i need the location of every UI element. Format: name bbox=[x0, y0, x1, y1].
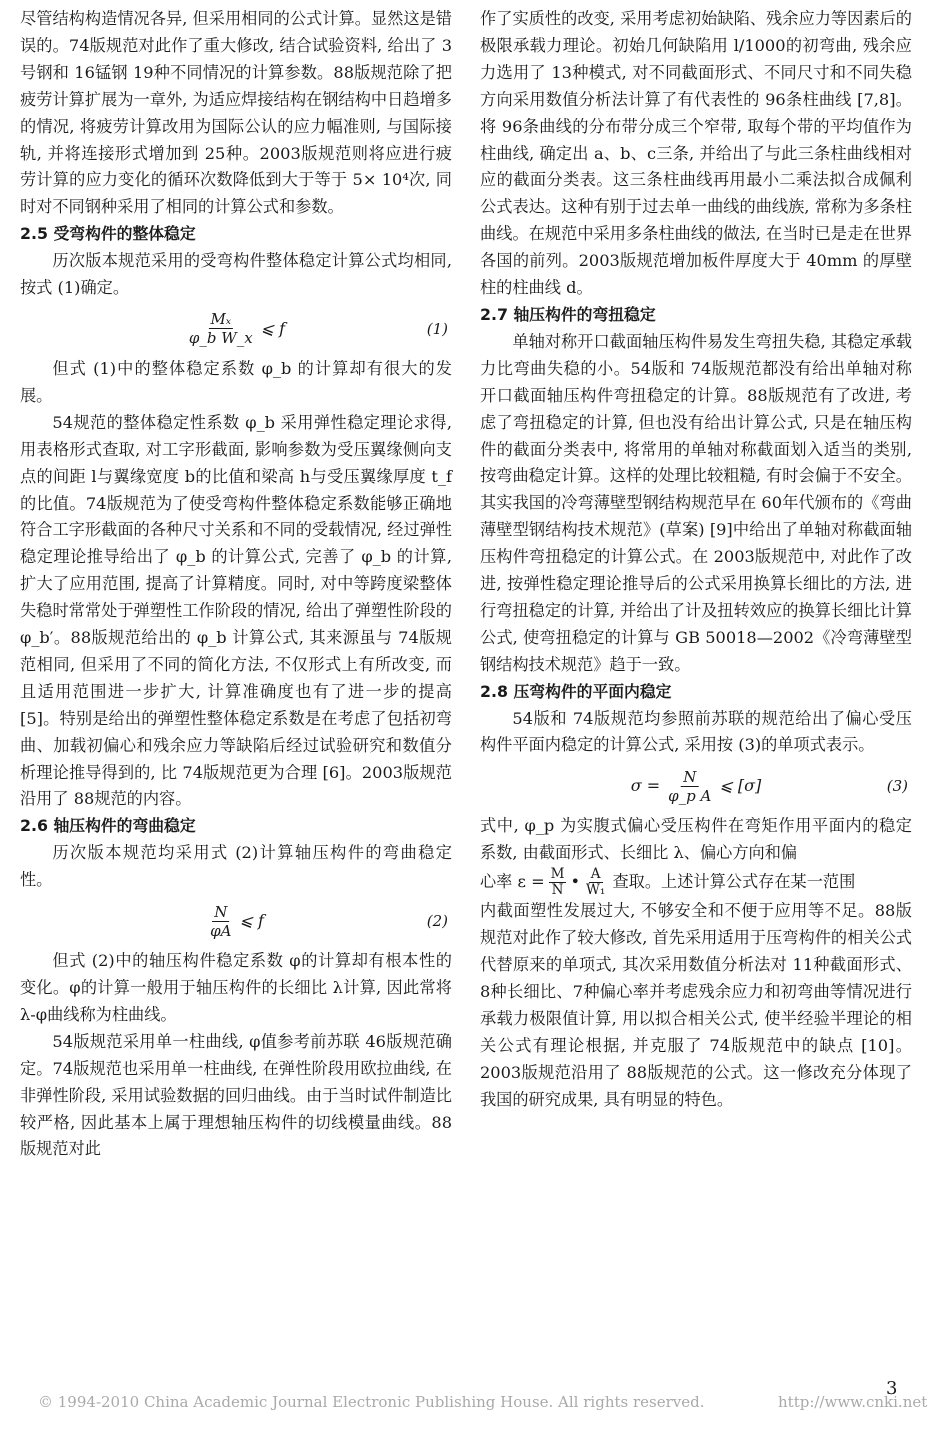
paragraph: 尽管结构构造情况各异, 但采用相同的公式计算。显然这是错误的。74版规范对此作了重大修改, 结合试验资料, 给出了 3号钢和 16锰钢 19种不同情况的计算参数。88版规范除了把疲劳计算扩展为一章外, 为适应焊接结构在钢结构中日趋增多的情况, 将疲劳计算改用为国际公认的应力幅准则, 与国际接轨, 并将连接形式增加到 25种。2003版规范则将应进行疲劳计算的应力变化的循环次数降低到大于等于 5× 10⁴次, 同时对不同钢种采用了相同的计算公式和参数。 bbox=[20, 9, 452, 217]
section-heading-2-6: 2.6 轴压构件的弯曲稳定 bbox=[20, 816, 196, 836]
footer bbox=[38, 1393, 938, 1411]
lhs: σ = bbox=[630, 775, 661, 795]
fraction: $\frac{N}{\text{φ\_p A}}$ bbox=[668, 767, 712, 805]
paragraph: 54版和 74版规范均参照前苏联的规范给出了偏心受压构件平面内稳定的计算公式, 采用按 (3)的单项式表示。 bbox=[480, 708, 912, 755]
fraction: $\frac{N}{\varphi A}$ bbox=[210, 902, 232, 940]
equation-number: (2) bbox=[426, 911, 448, 930]
equation-number: (3) bbox=[886, 776, 908, 795]
relation: ⩽ f bbox=[239, 910, 264, 930]
paragraph: 式中, φ_p 为实腹式偏心受压构件在弯矩作用平面内的稳定系数, 由截面形式、长细比 λ、偏心方向和偏 bbox=[480, 816, 912, 863]
paragraph: 但式 (1)中的整体稳定系数 φ_b 的计算却有很大的发展。 bbox=[20, 358, 452, 405]
fraction: $\frac{\text{Mₓ}}{\text{φ\_b W\_x}}$ bbox=[188, 310, 253, 348]
fraction: $\frac{A}{\text{W₁}}$ bbox=[586, 866, 606, 899]
paragraph: 历次版本规范采用的受弯构件整体稳定计算公式均相同, 按式 (1)确定。 bbox=[20, 251, 452, 298]
left-column bbox=[20, 6, 452, 1163]
paragraph: 单轴对称开口截面轴压构件易发生弯扭失稳, 其稳定承载力比弯曲失稳的小。54版和 74版规范都没有给出单轴对称开口截面轴压构件弯扭稳定的计算。88版规范有了改进, 考虑了弯扭稳定的计算, 但也没有给出计算公式, 只是在轴压构件的截面分类表中, 将常用的单轴对称截面划入适当的类别, 按弯曲稳定计算。这样的处理比较粗糙, 有时会偏于不安全。其实我国的冷弯薄壁型钢结构规范早在 60年代颁布的《弯曲薄壁型钢结构技术规范》(草案) [9]中给出了单轴对称截面轴压构件弯扭稳定的计算公式。在 2003版规范中, 对此作了改进, 按弹性稳定理论推导后的公式采用换算长细比的方法, 进行弯扭稳定的计算, 并给出了计及扭转效应的换算长细比计算公式, 使弯扭稳定的计算与 GB 50018—2002《冷弯薄壁型钢结构技术规范》趋于一致。 bbox=[480, 331, 912, 674]
equation-number: (1) bbox=[426, 319, 448, 338]
right-column bbox=[480, 6, 912, 1113]
paragraph: 54规范的整体稳定性系数 φ_b 采用弹性稳定理论求得, 用表格形式查取, 对工字形截面, 影响参数为受压翼缘侧向支点的间距 l与翼缘宽度 b的比值和梁高 h与受压翼缘厚度 t_f的比值。74版规范为了使受弯构件整体稳定系数能够正确地符合工字形截面的各种尺寸关系和不同的受载情况, 经过弹性稳定理论推导给出了 φ_b 的计算公式, 完善了 φ_b 的计算, 扩大了应用范围, 提高了计算精度。同时, 对中等跨度梁整体失稳时常常处于弹塑性工作阶段的情况, 给出了弹塑性阶段的 φ_b′。88版规范给出的 φ_b 计算公式, 其来源虽与 74版规范相同, 但采用了不同的简化方法, 不仅形式上有所改变, 而且适用范围进一步扩大, 计算准确度也有了进一步的提高 [5]。特别是给出的弹塑性整体稳定系数是在考虑了包括初弯曲、加载初偏心和残余应力等缺陷后经过试验研究和数值分析理论推导得到的, 比 74版规范更为合理 [6]。2003版规范沿用了 88规范的内容。 bbox=[20, 412, 452, 809]
equation-2 bbox=[20, 894, 452, 948]
equation-3 bbox=[480, 759, 912, 813]
copyright-text: © 1994-2010 China Academic Journal Electronic Publishing House. All rights reserved. bbox=[38, 1393, 705, 1411]
paragraph: 54版规范采用单一柱曲线, φ值参考前苏联 46版规范确定。74版规范也采用单一柱曲线, 在弹性阶段用欧拉曲线, 在非弹性阶段, 采用试验数据的回归曲线。由于当时试件制造比较严格, 因此基本上属于理想轴压构件的切线模量曲线。88版规范对此 bbox=[20, 1031, 452, 1159]
page-number: 3 bbox=[886, 1378, 898, 1399]
equation-1 bbox=[20, 302, 452, 356]
paragraph: 内截面塑性发展过大, 不够安全和不便于应用等不足。88版规范对此作了较大修改, 首先采用适用于压弯构件的相关公式代替原来的单项式, 其次采用数值分析法对 11种截面形式、8种长细比、7种偏心率并考虑残余应力和初弯曲等情况进行承载力极限值计算, 用以拟合相关公式, 使半经验半理论的相关公式有理论根据, 并克服了 74版规范中的缺点 [10]。2003版规范沿用了 88版规范的公式。这一修改充分体现了我国的研究成果, 具有明显的特色。 bbox=[480, 901, 912, 1109]
paragraph: 但式 (2)中的轴压构件稳定系数 φ的计算却有根本性的变化。φ的计算一般用于轴压构件的长细比 λ计算, 因此常将 λ-φ曲线称为柱曲线。 bbox=[20, 951, 452, 1024]
footer-url[interactable]: http://www.cnki.net bbox=[778, 1393, 928, 1411]
eccentricity-formula: ε = $\frac{M}{N}$ • $\frac{A}{\text{W₁}}$ bbox=[517, 866, 606, 899]
paragraph: 历次版本规范均采用式 (2)计算轴压构件的弯曲稳定性。 bbox=[20, 843, 452, 890]
section-heading-2-8: 2.8 压弯构件的平面内稳定 bbox=[480, 681, 672, 701]
section-heading-2-5: 2.5 受弯构件的整体稳定 bbox=[20, 224, 196, 244]
paragraph-inline-formula: 心率 ε = $\frac{M}{N}$ • $\frac{A}{\text{W₁}}$ 查取。上述计算公式存在某一范围 bbox=[480, 866, 856, 899]
section-heading-2-7: 2.7 轴压构件的弯扭稳定 bbox=[480, 304, 656, 324]
relation: ⩽ f bbox=[260, 318, 286, 338]
paragraph: 作了实质性的改变, 采用考虑初始缺陷、残余应力等因素后的极限承载力理论。初始几何缺陷用 l/1000的初弯曲, 残余应力选用了 13种模式, 对不同截面形式、不同尺寸和不同失稳方向采用数值分析法计算了有代表性的 96条柱曲线 [7,8]。将 96条曲线的分布带分成三个窄带, 取每个带的平均值作为柱曲线, 确定出 a、b、c三条, 并给出了与此三条柱曲线相对应的截面分类表。这三条柱曲线再用最小二乘法拟合成佩利公式表达。这种有别于过去单一曲线的曲线族, 常称为多条柱曲线。在规范中采用多条柱曲线的做法, 在当时已是走在世界各国的前列。2003版规范增加板件厚度大于 40mm 的厚壁柱的柱曲线 d。 bbox=[480, 9, 912, 298]
relation: ⩽ [σ] bbox=[719, 775, 762, 795]
fraction: $\frac{M}{N}$ bbox=[550, 866, 565, 899]
